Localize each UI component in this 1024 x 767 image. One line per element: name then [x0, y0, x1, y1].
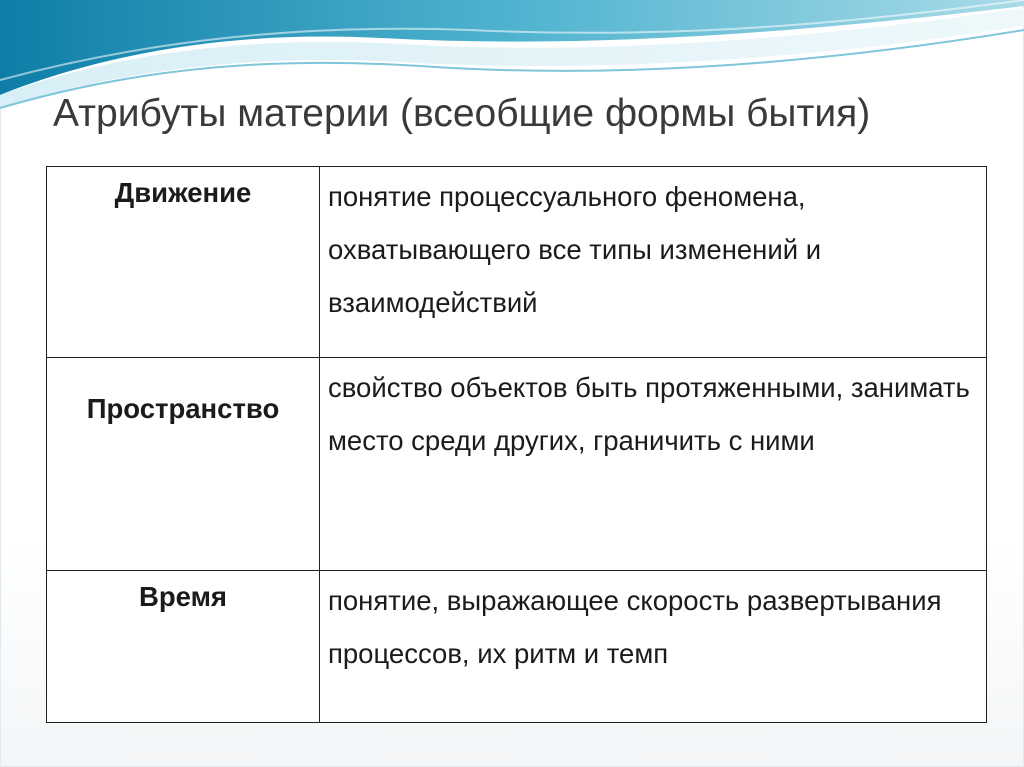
attributes-table	[46, 166, 987, 723]
term-time: Время	[139, 581, 227, 612]
term-motion: Движение	[114, 177, 252, 208]
definition-motion: понятие процессуального феномена, охватывающего все типы изменений и взаимодействий	[328, 181, 822, 318]
definition-cell	[320, 167, 987, 358]
table-row	[47, 358, 987, 571]
definition-space: свойство объектов быть протяженными, занимать место среди других, граничить с ними	[328, 372, 970, 456]
term-space: Пространство	[86, 393, 280, 424]
definition-time: понятие, выражающее скорость развертывания процессов, их ритм и темп	[328, 585, 942, 669]
table-row	[47, 167, 987, 358]
slide-title: Атрибуты материи (всеобщие формы бытия)	[53, 92, 871, 135]
table-row	[47, 571, 987, 723]
definition-cell	[320, 571, 987, 723]
definition-cell	[320, 358, 987, 571]
term-cell	[47, 358, 320, 571]
term-cell	[47, 571, 320, 723]
term-cell	[47, 167, 320, 358]
